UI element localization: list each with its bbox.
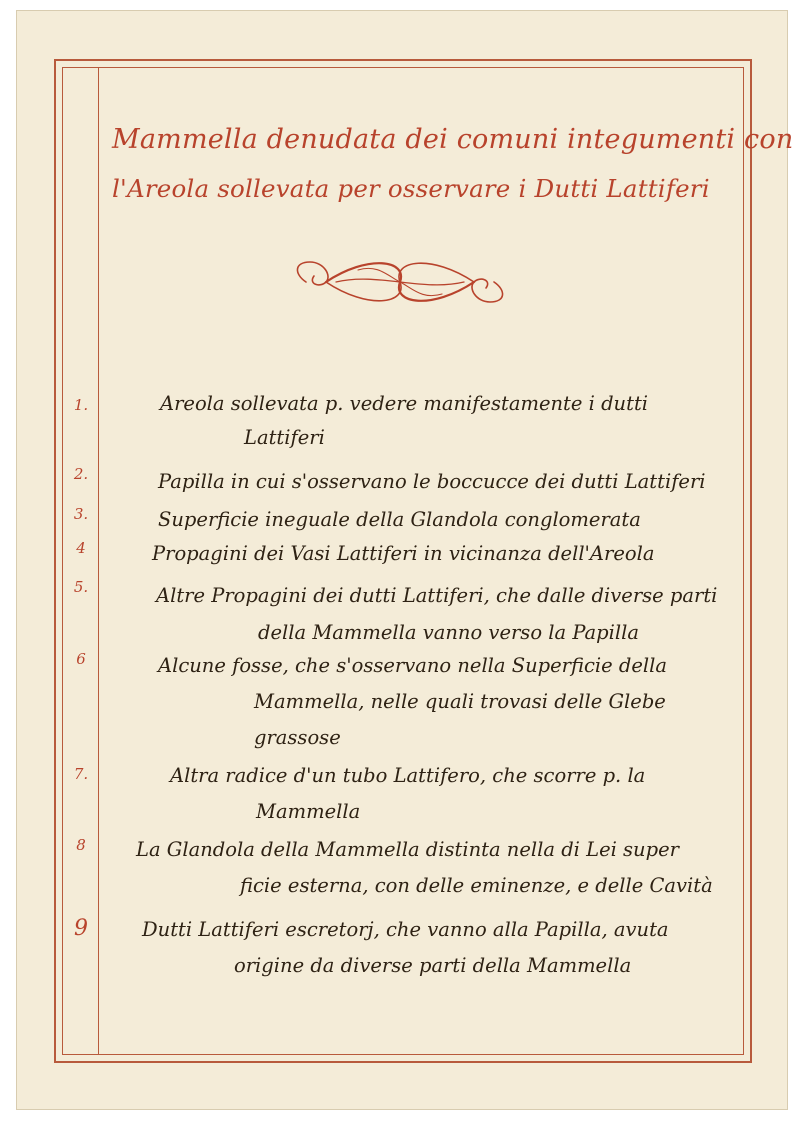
entry-number-9: 9 [74, 916, 88, 941]
entry-number-3: 3. [73, 505, 89, 523]
entry-8-line-2: ficie esterna, con delle eminenze, e delle Cavità [240, 874, 713, 897]
entry-6-line-1: Alcune fosse, che s'osservano nella Superficie della [158, 654, 668, 677]
entry-1-line-1: Areola sollevata p. vedere manifestamente i dutti [160, 392, 649, 415]
entry-9-line-2: origine da diverse parti della Mammella [234, 954, 632, 977]
calligraphic-flourish [288, 252, 512, 312]
entry-number-4: 4 [76, 539, 86, 557]
entry-number-8: 8 [76, 836, 86, 854]
entry-7-line-2: Mammella [256, 800, 361, 823]
entry-1-line-2: Lattiferi [244, 426, 325, 449]
entry-5-line-2: della Mammella vanno verso la Papilla [258, 621, 640, 644]
entry-2-line-1: Papilla in cui s'osservano le boccucce dei dutti Lattiferi [158, 470, 706, 493]
entry-8-line-1: La Glandola della Mammella distinta nella di Lei super [136, 838, 679, 861]
entry-number-7: 7. [73, 765, 89, 783]
entry-4-line-1: Propagini dei Vasi Lattiferi in vicinanza dell'Areola [152, 542, 655, 565]
title-line-1: Mammella denudata dei comuni integumenti con [112, 124, 794, 155]
entry-6-line-2: Mammella, nelle quali trovasi delle Glebe [254, 690, 666, 713]
entry-number-5: 5. [73, 578, 89, 596]
entry-6-line-3: grassose [254, 726, 341, 749]
entry-7-line-1: Altra radice d'un tubo Lattifero, che scorre p. la [170, 764, 646, 787]
title-line-2: l'Areola sollevata per osservare i Dutti Lattiferi [112, 174, 710, 203]
entry-number-6: 6 [76, 650, 86, 668]
entry-number-2: 2. [73, 465, 89, 483]
entry-number-1: 1. [73, 396, 89, 414]
entry-5-line-1: Altre Propagini dei dutti Lattiferi, che dalle diverse parti [156, 584, 718, 607]
margin-rule [98, 67, 99, 1055]
entry-9-line-1: Dutti Lattiferi escretorj, che vanno alla Papilla, avuta [142, 918, 669, 941]
entry-3-line-1: Superficie ineguale della Glandola conglomerata [158, 508, 641, 531]
